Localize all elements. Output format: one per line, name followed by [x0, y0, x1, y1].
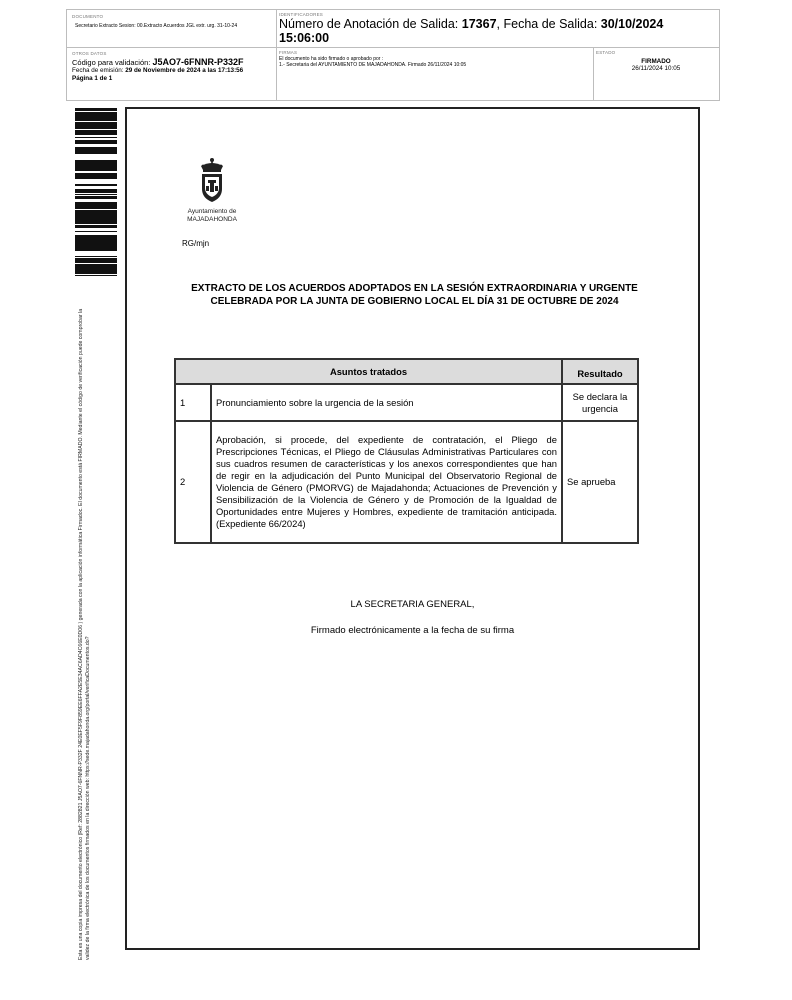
otros-label: OTROS DATOS: [72, 51, 107, 56]
emision-line: [72, 67, 272, 75]
barcode-image: [75, 108, 117, 276]
emision-date: 29 de Noviembre de 2024 a las 17:13:56: [125, 67, 244, 74]
documento-value: Secretario Extracto Sesion: 00.Extracto Acuerdos JGL extr. urg. 31-10-24: [75, 23, 238, 29]
firmas-label: FIRMAS: [279, 50, 298, 55]
logo: [177, 157, 247, 223]
anotacion-number: 17367: [461, 17, 497, 31]
acuerdos-table: [174, 358, 639, 544]
table-header-row: [175, 359, 638, 384]
estado-value: FIRMADO: [641, 58, 671, 65]
estado-date: 26/11/2024 10:05: [631, 65, 681, 72]
pagina: Página 1 de 1: [72, 75, 113, 82]
firmas-line2: 1.- Secretaria del AYUNTAMIENTO DE MAJADAHONDA. Firmado 26/11/2024 10:05: [279, 62, 467, 68]
codigo-prefix: Código para validación:: [72, 58, 153, 67]
identificadores-cell: [279, 12, 699, 45]
row-asunto: Aprobación, si procede, del expediente de contratación, el Pliego de Prescripciones Técnicas, el Pliego de Cláusulas Administrativas Particulares con sus cuadros resumen de características y los anexos correspondientes que han de regir en la adjudicación del Punto Municipal del Observatorio Regional de Violencia de Género (PMORVG) de Majadahonda; Actuaciones de Prevención y Sensibilización de la Violencia de Género y de Promoción de la Igualdad de Oportunidades entre Mujeres y Hombres, expediente de tramitación anticipada. (Expediente 66/2024): [211, 421, 562, 543]
row-asunto: Pronunciamiento sobre la urgencia de la sesión: [211, 384, 562, 421]
logo-line1: Ayuntamiento de: [187, 208, 237, 215]
documento-label: DOCUMENTO: [72, 14, 104, 19]
fecha-prefix: , Fecha de Salida:: [496, 17, 601, 31]
row-resultado: Se declara la urgencia: [562, 384, 638, 421]
table-row: [175, 384, 638, 421]
documento-cell: [72, 14, 272, 29]
codigo-line: [72, 58, 272, 67]
signature-role: LA SECRETARIA GENERAL,: [350, 599, 475, 610]
reference-initials: RG/mjn: [182, 239, 210, 248]
col-asuntos-header: Asuntos tratados: [175, 359, 562, 384]
row-number: 1: [175, 384, 211, 421]
codigo-validacion: J5AO7-6FNNR-P332F: [152, 57, 244, 67]
estado-cell: [596, 50, 716, 72]
document-title: EXTRACTO DE LOS ACUERDOS ADOPTADOS EN LA SESIÓN EXTRAORDINARIA Y URGENTE CELEBRADA POR LA JUNTA DE GOBIERNO LOCAL EL DÍA 31 DE OCTUBRE DE 2024: [191, 283, 638, 307]
anotacion-prefix: Número de Anotación de Salida:: [279, 17, 462, 31]
emision-prefix: Fecha de emisión:: [72, 67, 126, 74]
fecha-salida: 30/10/2024: [600, 17, 664, 31]
row-resultado: Se aprueba: [562, 421, 638, 543]
crown-crest-icon: [197, 157, 227, 203]
estado-label: ESTADO: [596, 50, 616, 55]
hora-salida: 15:06:00: [279, 31, 330, 45]
firmas-line1: El documento ha sido firmado o aprobado por :: [279, 56, 384, 62]
document-page: [125, 107, 700, 950]
signature-note: Firmado electrónicamente a la fecha de su firma: [310, 625, 515, 636]
firmas-cell: [279, 50, 589, 68]
identificadores-label: IDENTIFICADORES: [279, 12, 324, 17]
col-resultado-header: Resultado: [562, 359, 638, 384]
row-number: 2: [175, 421, 211, 543]
otros-datos-cell: [72, 51, 272, 83]
anotacion-line: [279, 17, 699, 45]
side-verification-note: Esta es una copia impresa del documento electrónico (Ref: 2882821 J5AO7-6FNNR-P332F 24E0EF5F9F859EE6FFA2E5E34AC6AD4C66E0D06 ) generada con la aplicación informática Firmadoc. El documento está FIRMADO. Mediante el código de verificación puede comprobar la validez de la firma electrónica de los documentos firmados en la dirección web: https://sede.majadahonda.org/portal/verificaDocumentos.do?: [78, 308, 91, 960]
table-row: [175, 421, 638, 543]
logo-line2: MAJADAHONDA: [187, 215, 237, 223]
document-header: [66, 9, 720, 101]
